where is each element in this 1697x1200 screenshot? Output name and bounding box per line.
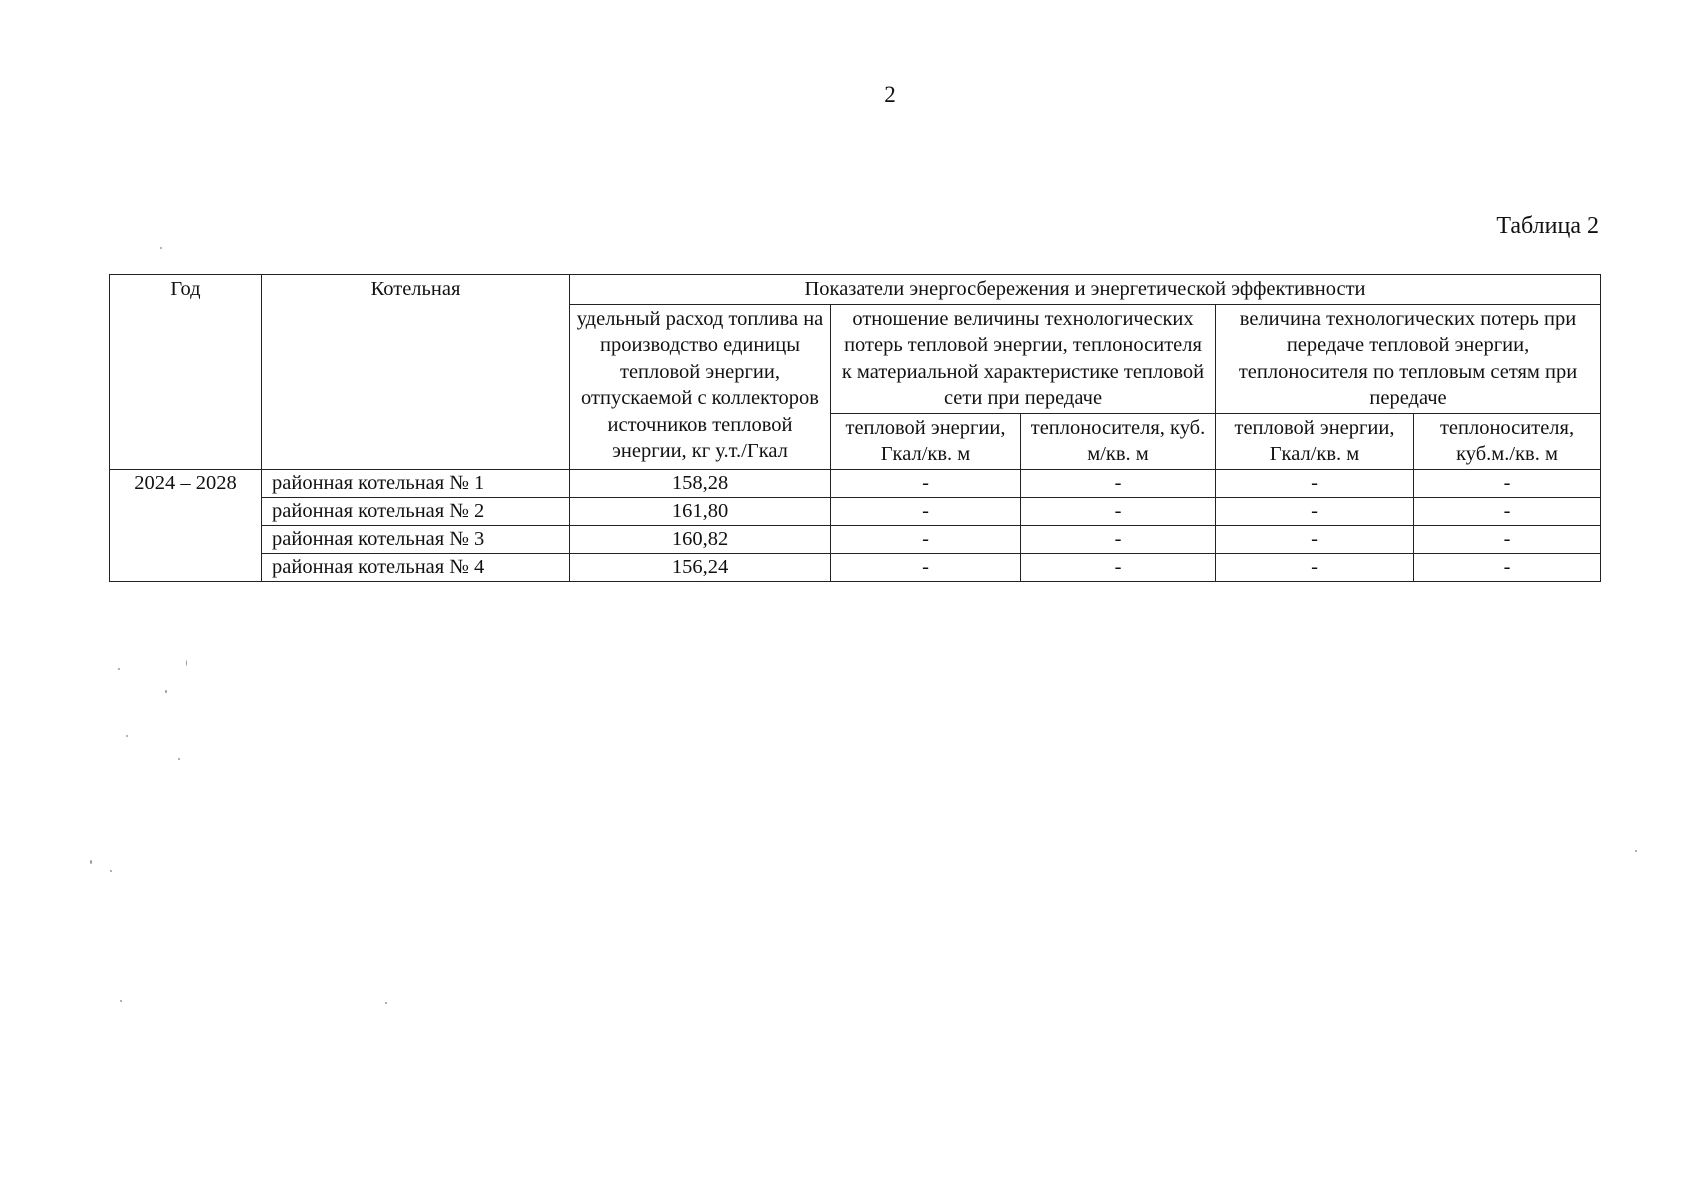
fuel-value-cell: 161,80	[570, 497, 831, 525]
ratio-carrier-cell: -	[1021, 497, 1216, 525]
table-row	[110, 497, 1601, 525]
header-losses-carrier: теплоносителя, куб.м./кв. м	[1414, 413, 1601, 469]
scan-speck	[110, 870, 112, 872]
header-indicators-group: Показатели энергосбережения и энергетической эффективности	[570, 275, 1601, 305]
boiler-name-cell: районная котельная № 4	[262, 553, 570, 581]
losses-heat-cell: -	[1216, 553, 1414, 581]
losses-carrier-cell: -	[1414, 497, 1601, 525]
period-cell: 2024 – 2028	[110, 469, 262, 581]
ratio-heat-cell: -	[831, 497, 1021, 525]
page-number: 2	[884, 82, 896, 107]
ratio-carrier-cell: -	[1021, 525, 1216, 553]
boiler-name-cell: районная котельная № 2	[262, 497, 570, 525]
losses-heat-cell: -	[1216, 497, 1414, 525]
table-row	[110, 525, 1601, 553]
header-loss-ratio: отношение величины технологических потерь тепловой энергии, теплоносителя к материальной характеристике тепловой сети при передаче	[831, 304, 1216, 413]
scan-speck	[178, 758, 180, 760]
scan-speck	[120, 1000, 122, 1002]
scan-speck	[160, 247, 162, 249]
header-year: Год	[110, 275, 262, 470]
ratio-carrier-cell: -	[1021, 553, 1216, 581]
scan-speck	[118, 668, 120, 670]
fuel-value-cell: 160,82	[570, 525, 831, 553]
ratio-heat-cell: -	[831, 553, 1021, 581]
header-technological-losses: величина технологических потерь при передаче тепловой энергии, теплоносителя по тепловым сетям при передаче	[1216, 304, 1601, 413]
header-ratio-heat: тепловой энергии, Гкал/кв. м	[831, 413, 1021, 469]
fuel-value-cell: 158,28	[570, 469, 831, 497]
table-row	[110, 469, 1601, 497]
header-fuel-consumption: удельный расход топлива на производство единицы тепловой энергии, отпускаемой с коллекторов источников тепловой энергии, кг у.т./Гкал	[570, 304, 831, 469]
losses-carrier-cell: -	[1414, 553, 1601, 581]
scan-speck	[1635, 850, 1637, 852]
ratio-heat-cell: -	[831, 525, 1021, 553]
table-row	[110, 553, 1601, 581]
losses-heat-cell: -	[1216, 469, 1414, 497]
losses-heat-cell: -	[1216, 525, 1414, 553]
ratio-heat-cell: -	[831, 469, 1021, 497]
scan-speck	[90, 860, 92, 864]
ratio-carrier-cell: -	[1021, 469, 1216, 497]
scan-speck	[385, 1002, 387, 1004]
losses-carrier-cell: -	[1414, 469, 1601, 497]
header-row-1	[110, 275, 1601, 305]
scan-speck	[186, 660, 187, 666]
boiler-name-cell: районная котельная № 3	[262, 525, 570, 553]
header-ratio-carrier: теплоносителя, куб. м/кв. м	[1021, 413, 1216, 469]
table-caption: Таблица 2	[1496, 213, 1599, 239]
scan-speck	[126, 735, 128, 737]
boiler-name-cell: районная котельная № 1	[262, 469, 570, 497]
fuel-value-cell: 156,24	[570, 553, 831, 581]
header-losses-heat: тепловой энергии, Гкал/кв. м	[1216, 413, 1414, 469]
scan-speck	[165, 690, 167, 693]
energy-efficiency-table	[109, 274, 1601, 582]
header-boiler: Котельная	[262, 275, 570, 470]
losses-carrier-cell: -	[1414, 525, 1601, 553]
